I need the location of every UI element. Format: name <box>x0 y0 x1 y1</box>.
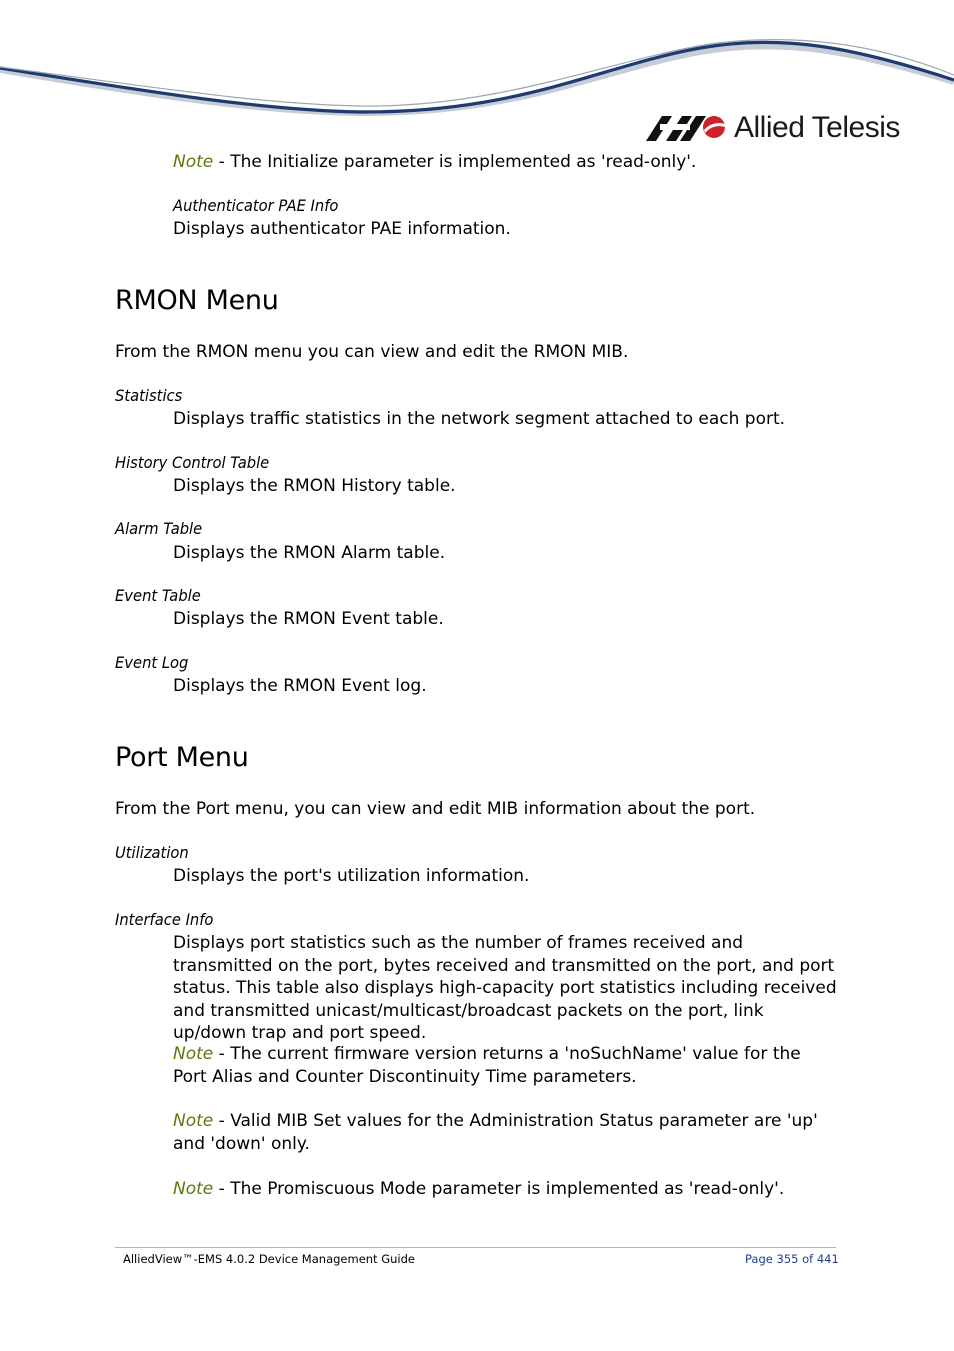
term-desc: Displays the RMON Event log. <box>173 676 427 696</box>
header-swoosh <box>0 0 954 125</box>
term-desc: Displays the RMON Event table. <box>173 609 444 629</box>
note-label: Note <box>173 152 214 172</box>
term-statistics: Statistics <box>115 386 183 405</box>
allied-telesis-logo-icon <box>646 114 726 142</box>
term-desc: Displays the port's utilization information. <box>173 866 530 886</box>
term-desc: Displays authenticator PAE information. <box>173 219 511 239</box>
note-text: - The Initialize parameter is implemented as 'read-only'. <box>213 152 697 172</box>
port-intro: From the Port menu, you can view and edit MIB information about the port. <box>115 799 756 819</box>
port-note-1 <box>173 1043 823 1088</box>
term-alarm-table: Alarm Table <box>115 519 203 538</box>
port-note-2 <box>173 1110 823 1155</box>
section-heading-rmon: RMON Menu <box>115 285 279 316</box>
footer-page-number: Page 355 of 441 <box>745 1252 839 1266</box>
term-desc-interface-info: Displays port statistics such as the number of frames received and transmitted on the port, bytes received and transmitted on the port, and port status. This table also displays high-capacity port statistics including received and transmitted unicast/multicast/broadcast packets on the port, link up/down trap and port speed. <box>173 933 837 1043</box>
section-heading-port: Port Menu <box>115 742 249 773</box>
port-note-3 <box>173 1178 784 1200</box>
term-history-control-table: History Control Table <box>115 453 270 472</box>
term-interface-info: Interface Info <box>115 910 214 929</box>
company-logo <box>646 108 900 148</box>
logo-text: Allied Telesis <box>734 111 900 144</box>
term-event-table: Event Table <box>115 586 201 605</box>
note-text: - The current firmware version returns a 'noSuchName' value for the Port Alias and Counter Discontinuity Time parameters. <box>173 1044 801 1087</box>
note-label: Note <box>173 1044 214 1064</box>
term-desc: Displays the RMON Alarm table. <box>173 543 446 563</box>
term-utilization: Utilization <box>115 843 189 862</box>
footer-document-title: AlliedView™-EMS 4.0.2 Device Management Guide <box>123 1252 415 1266</box>
note-label: Note <box>173 1111 214 1131</box>
note-text: - The Promiscuous Mode parameter is implemented as 'read-only'. <box>213 1179 785 1199</box>
term-desc: Displays traffic statistics in the network segment attached to each port. <box>173 409 786 429</box>
footer-divider <box>115 1247 836 1248</box>
term-event-log: Event Log <box>115 653 189 672</box>
note-text: - Valid MIB Set values for the Administration Status parameter are 'up' and 'down' only. <box>173 1111 818 1154</box>
note-label: Note <box>173 1179 214 1199</box>
rmon-intro: From the RMON menu you can view and edit the RMON MIB. <box>115 342 629 362</box>
intro-note <box>173 151 696 173</box>
term-authenticator-pae-info: Authenticator PAE Info <box>173 196 339 215</box>
term-desc: Displays the RMON History table. <box>173 476 456 496</box>
